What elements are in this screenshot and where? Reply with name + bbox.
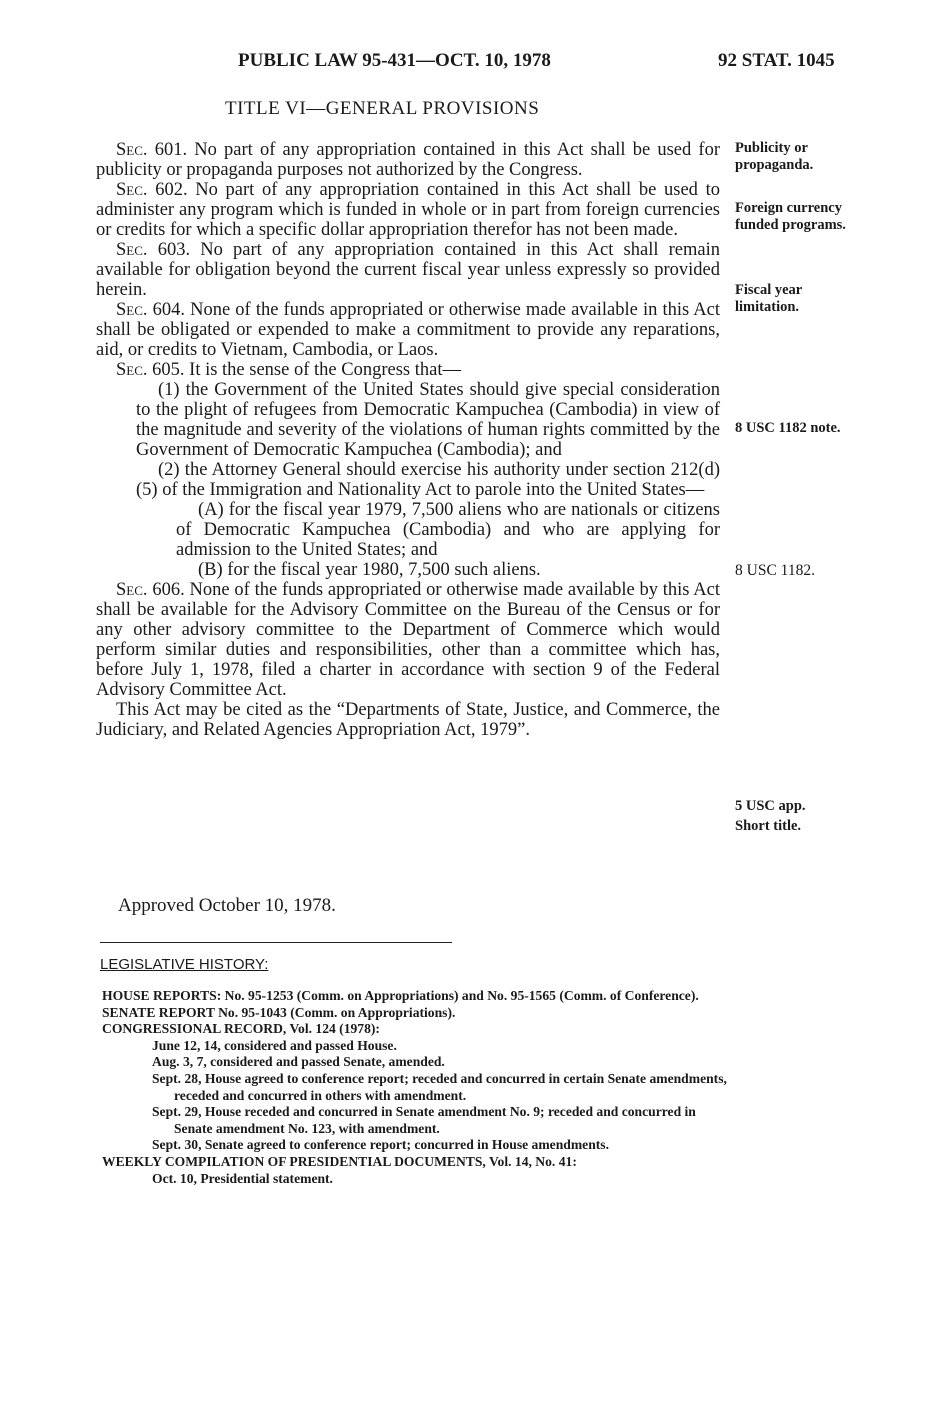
section-605 bbox=[96, 360, 720, 380]
record-item: Sept. 28, House agreed to conference report; receded and concurred in certain Senate amendments, receded and concurred in others with amendment. bbox=[152, 1070, 727, 1103]
section-606 bbox=[96, 580, 720, 700]
sec-text: 606. None of the funds appropriated or otherwise made available by this Act shall be available for the Advisory Committee on the Bureau of the Census or for any other advisory committee to the Department of Commerce which would perform similar duties and responsibilities, other than a committee which has, before July 1, 1978, filed a charter in accordance with section 9 of the Federal Advisory Committee Act. bbox=[96, 580, 720, 700]
sec-label: Sec. bbox=[116, 300, 148, 320]
side-note-usc-app: 5 USC app. bbox=[735, 798, 806, 814]
section-602 bbox=[96, 180, 720, 240]
sec-text: 605. It is the sense of the Congress that— bbox=[147, 360, 461, 380]
sec-text: 601. No part of any appropriation contained in this Act shall be used for publicity or propaganda purposes not authorized by the Congress. bbox=[96, 140, 720, 180]
legislative-history-heading: LEGISLATIVE HISTORY: bbox=[100, 956, 269, 973]
weekly-item: Oct. 10, Presidential statement. bbox=[152, 1170, 333, 1186]
side-note-short-title: Short title. bbox=[735, 818, 802, 834]
sec-label: Sec. bbox=[116, 140, 148, 160]
sec-text: 603. No part of any appropriation contained in this Act shall remain available for obligation beyond the current fiscal year unless expressly so provided herein. bbox=[96, 240, 720, 300]
divider bbox=[100, 942, 452, 943]
section-605-2: (2) the Attorney General should exercise his authority under section 212(d)(5) of the Immigration and Nationality Act to parole into the United States— bbox=[136, 460, 720, 500]
senate-report: SENATE REPORT No. 95-1043 (Comm. on Appropriations). bbox=[102, 1004, 456, 1020]
side-note-publicity: Publicity or propaganda. bbox=[735, 140, 814, 173]
record-item: Sept. 29, House receded and concurred in Senate amendment No. 9; receded and concurred in Senate amendment No. 123, with amendment. bbox=[152, 1104, 696, 1136]
section-604 bbox=[96, 300, 720, 360]
side-note-fiscal-year: Fiscal year limitation. bbox=[735, 282, 802, 315]
statute-citation: 92 STAT. 1045 bbox=[718, 50, 835, 71]
section-605-2b: (B) for the fiscal year 1980, 7,500 such aliens. bbox=[198, 560, 541, 580]
sec-label: Sec. bbox=[116, 180, 148, 200]
sec-label: Sec. bbox=[116, 360, 148, 380]
side-note-usc: 8 USC 1182. bbox=[735, 562, 815, 579]
body-text bbox=[96, 140, 720, 740]
congressional-record: CONGRESSIONAL RECORD, Vol. 124 (1978): bbox=[102, 1021, 380, 1037]
side-note-usc-note: 8 USC 1182 note. bbox=[735, 420, 841, 436]
house-reports: HOUSE REPORTS: No. 95-1253 (Comm. on Appropriations) and No. 95-1565 (Comm. of Conference). bbox=[102, 988, 699, 1003]
section-605-2a: (A) for the fiscal year 1979, 7,500 aliens who are nationals or citizens of Democratic Kampuchea (Cambodia) and who are applying for admission to the United States; and bbox=[176, 500, 720, 560]
approval-date: Approved October 10, 1978. bbox=[118, 895, 336, 916]
sec-text: 602. No part of any appropriation contained in this Act shall be used to administer any program which is funded in whole or in part from foreign currencies or credits for which a specific dollar appropriation therefor has not been made. bbox=[96, 180, 720, 240]
record-item: June 12, 14, considered and passed House. bbox=[152, 1037, 397, 1053]
sec-label: Sec. bbox=[116, 580, 148, 600]
weekly-compilation: WEEKLY COMPILATION OF PRESIDENTIAL DOCUMENTS, Vol. 14, No. 41: bbox=[102, 1153, 577, 1169]
page-header bbox=[0, 50, 940, 76]
law-title: PUBLIC LAW 95-431—OCT. 10, 1978 bbox=[238, 50, 551, 71]
record-item: Sept. 30, Senate agreed to conference report; concurred in House amendments. bbox=[152, 1137, 609, 1153]
legislative-history bbox=[102, 988, 730, 1187]
side-note-foreign-currency: Foreign currency funded programs. bbox=[735, 200, 846, 233]
sec-text: 604. None of the funds appropriated or otherwise made available in this Act shall be obligated or expended to make a commitment to provide any reparations, aid, or credits to Vietnam, Cambodia, or Laos. bbox=[96, 300, 720, 360]
section-601 bbox=[96, 140, 720, 180]
short-title-text: This Act may be cited as the “Departments of State, Justice, and Commerce, the Judiciary, and Related Agencies Appropriation Act, 1979”. bbox=[96, 700, 720, 740]
section-603 bbox=[96, 240, 720, 300]
section-605-1: (1) the Government of the United States should give special consideration to the plight of refugees from Democratic Kampuchea (Cambodia) in view of the magnitude and severity of the violations of human rights committed by the Government of Democratic Kampuchea (Cambodia); and bbox=[136, 380, 720, 460]
section-heading: TITLE VI—GENERAL PROVISIONS bbox=[225, 98, 540, 119]
record-item: Aug. 3, 7, considered and passed Senate, amended. bbox=[152, 1054, 445, 1070]
sec-label: Sec. bbox=[116, 240, 148, 260]
